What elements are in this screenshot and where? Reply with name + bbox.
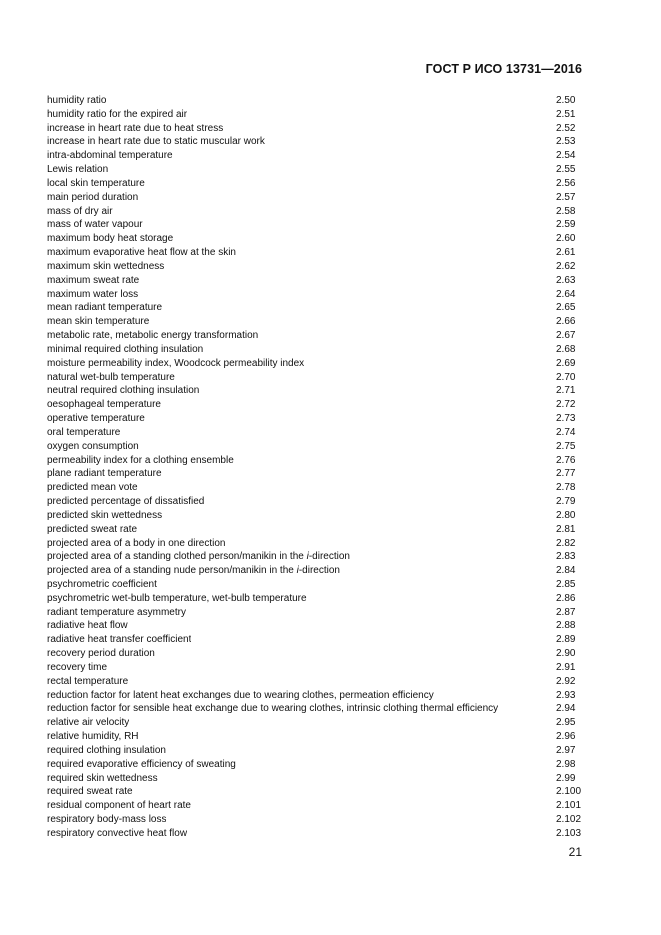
entry-term	[47, 564, 340, 578]
entry-number: 2.76	[556, 454, 576, 466]
entry-term: radiative heat flow	[47, 620, 128, 632]
entry-term	[47, 550, 350, 564]
entry-term-part: projected area of a standing clothed person/manikin in the	[47, 551, 307, 563]
entry-number: 2.72	[556, 399, 576, 411]
entry-number: 2.97	[556, 744, 576, 756]
entry-number: 2.51	[556, 108, 576, 120]
entry-number: 2.61	[556, 247, 576, 259]
entry-term: rectal temperature	[47, 675, 129, 687]
entry-number: 2.55	[556, 164, 576, 176]
entry-number: 2.78	[556, 482, 576, 494]
entry-term: increase in heart rate due to heat stress	[47, 122, 224, 134]
entry-term: main period duration	[47, 191, 139, 203]
entry-term: predicted mean vote	[47, 482, 138, 494]
entry-term: mean skin temperature	[47, 316, 150, 328]
index-entry	[47, 122, 584, 136]
index-entry	[47, 177, 584, 191]
entry-term: predicted sweat rate	[47, 523, 138, 535]
entry-term: increase in heart rate due to static muscular work	[47, 136, 265, 148]
entry-term: minimal required clothing insulation	[47, 343, 204, 355]
index-entry	[47, 260, 584, 274]
entry-number: 2.94	[556, 703, 576, 715]
entry-term: humidity ratio	[47, 95, 107, 106]
index-entry	[47, 827, 584, 841]
entry-number: 2.74	[556, 426, 576, 438]
entry-term: reduction factor for sensible heat exchange due to wearing clothes, intrinsic clothing thermal efficiency	[47, 703, 499, 715]
entry-number: 2.52	[556, 122, 576, 134]
entry-number: 2.90	[556, 648, 576, 660]
standard-designation: ГОСТ Р ИСО 13731—2016	[425, 62, 582, 76]
entry-term-italic: i	[306, 551, 309, 563]
entry-number: 2.65	[556, 302, 576, 314]
entry-term: respiratory convective heat flow	[47, 827, 188, 839]
entry-number: 2.98	[556, 758, 576, 770]
index-entry	[47, 108, 584, 122]
entry-term: mass of water vapour	[47, 219, 143, 231]
entry-term: relative air velocity	[47, 717, 130, 729]
entry-term: natural wet-bulb temperature	[47, 371, 175, 383]
entry-term: predicted percentage of dissatisfied	[47, 496, 205, 508]
entry-number: 2.79	[556, 496, 576, 508]
entry-term: psychrometric coefficient	[47, 578, 157, 590]
entry-number: 2.95	[556, 717, 576, 729]
index-entry	[47, 274, 584, 288]
index-entry	[47, 550, 584, 564]
entry-number: 2.84	[556, 565, 576, 577]
index-entry	[47, 675, 584, 689]
entry-number: 2.64	[556, 288, 576, 300]
entry-number: 2.101	[556, 800, 582, 812]
index-entry	[47, 606, 584, 620]
index-entry	[47, 481, 584, 495]
index-entry	[47, 357, 584, 371]
entry-number: 2.83	[556, 551, 576, 563]
entry-number: 2.88	[556, 620, 576, 632]
entry-term: recovery period duration	[47, 648, 155, 660]
entry-term: relative humidity, RH	[47, 731, 139, 743]
index-entry	[47, 689, 584, 703]
index-entry	[47, 813, 584, 827]
entry-term: recovery time	[47, 661, 108, 673]
entry-number: 2.92	[556, 675, 576, 687]
entry-number: 2.57	[556, 191, 576, 203]
entry-number: 2.70	[556, 371, 576, 383]
entry-term: maximum water loss	[47, 288, 139, 300]
term-index-list	[47, 94, 584, 841]
index-entry	[47, 163, 584, 177]
entry-number: 2.86	[556, 592, 576, 604]
index-entry	[47, 135, 584, 149]
entry-number: 2.102	[556, 814, 582, 826]
index-entry	[47, 495, 584, 509]
entry-number: 2.85	[556, 578, 576, 590]
entry-term: oesophageal temperature	[47, 399, 161, 411]
index-entry	[47, 619, 584, 633]
index-entry	[47, 329, 584, 343]
entry-number: 2.59	[556, 219, 576, 231]
entry-number: 2.77	[556, 468, 576, 480]
entry-number: 2.87	[556, 606, 576, 618]
entry-number: 2.80	[556, 509, 576, 521]
entry-number: 2.67	[556, 330, 576, 342]
index-entry	[47, 716, 584, 730]
index-entry	[47, 205, 584, 219]
entry-number: 2.82	[556, 537, 576, 549]
index-entry	[47, 772, 584, 786]
entry-term: oxygen consumption	[47, 440, 139, 452]
index-entry	[47, 232, 584, 246]
entry-term: residual component of heart rate	[47, 800, 191, 812]
entry-number: 2.60	[556, 233, 576, 245]
entry-term: radiative heat transfer coefficient	[47, 634, 192, 646]
index-entry	[47, 191, 584, 205]
entry-term: mass of dry air	[47, 205, 113, 217]
index-entry	[47, 315, 584, 329]
entry-term: reduction factor for latent heat exchanges due to wearing clothes, permeation efficiency	[47, 689, 434, 701]
index-entry	[47, 661, 584, 675]
entry-number: 2.58	[556, 205, 576, 217]
entry-term: mean radiant temperature	[47, 302, 163, 314]
page-number: 21	[568, 845, 582, 859]
entry-term: Lewis relation	[47, 164, 109, 176]
entry-term: respiratory body-mass loss	[47, 814, 167, 826]
entry-number: 2.81	[556, 523, 576, 535]
index-entry	[47, 564, 584, 578]
entry-term: plane radiant temperature	[47, 468, 162, 480]
index-entry	[47, 301, 584, 315]
entry-number: 2.69	[556, 357, 576, 369]
entry-term: oral temperature	[47, 426, 121, 438]
entry-number: 2.93	[556, 689, 576, 701]
entry-term: projected area of a body in one direction	[47, 537, 226, 549]
entry-term: metabolic rate, metabolic energy transformation	[47, 330, 259, 342]
entry-number: 2.100	[556, 786, 582, 798]
index-entry	[47, 384, 584, 398]
entry-term-part: -direction	[308, 551, 350, 563]
entry-number: 2.50	[556, 95, 576, 106]
entry-term: radiant temperature asymmetry	[47, 606, 186, 618]
index-entry	[47, 702, 584, 716]
entry-term: required clothing insulation	[47, 744, 166, 756]
index-entry	[47, 149, 584, 163]
entry-term: local skin temperature	[47, 177, 145, 189]
entry-number: 2.75	[556, 440, 576, 452]
index-entry	[47, 440, 584, 454]
entry-number: 2.89	[556, 634, 576, 646]
index-entry	[47, 412, 584, 426]
index-entry	[47, 94, 584, 108]
entry-number: 2.99	[556, 772, 576, 784]
index-entry	[47, 454, 584, 468]
entry-number: 2.56	[556, 177, 576, 189]
entry-term: permeability index for a clothing ensemble	[47, 454, 234, 466]
entry-term: operative temperature	[47, 413, 145, 425]
entry-term: required sweat rate	[47, 786, 133, 798]
entry-number: 2.96	[556, 731, 576, 743]
index-entry	[47, 647, 584, 661]
index-entry	[47, 633, 584, 647]
entry-term: humidity ratio for the expired air	[47, 108, 188, 120]
index-entry	[47, 467, 584, 481]
index-entry	[47, 799, 584, 813]
index-entry	[47, 730, 584, 744]
entry-term: maximum body heat storage	[47, 233, 174, 245]
entry-number: 2.63	[556, 274, 576, 286]
index-entry	[47, 426, 584, 440]
entry-term: moisture permeability index, Woodcock permeability index	[47, 357, 305, 369]
entry-term-part: -direction	[298, 565, 340, 577]
entry-number: 2.62	[556, 260, 576, 272]
entry-number: 2.68	[556, 343, 576, 355]
index-entry	[47, 785, 584, 799]
index-entry	[47, 398, 584, 412]
entry-number: 2.53	[556, 136, 576, 148]
entry-number: 2.103	[556, 827, 582, 839]
entry-term: maximum evaporative heat flow at the skin	[47, 247, 236, 259]
index-entry	[47, 592, 584, 606]
entry-term: psychrometric wet-bulb temperature, wet-bulb temperature	[47, 592, 307, 604]
index-entry	[47, 288, 584, 302]
index-entry	[47, 343, 584, 357]
entry-number: 2.91	[556, 661, 576, 673]
entry-number: 2.71	[556, 385, 576, 397]
index-entry	[47, 218, 584, 232]
entry-number: 2.66	[556, 316, 576, 328]
entry-number: 2.73	[556, 413, 576, 425]
entry-number: 2.54	[556, 150, 576, 162]
entry-term: predicted skin wettedness	[47, 509, 163, 521]
index-entry	[47, 537, 584, 551]
index-entry	[47, 509, 584, 523]
entry-term: required skin wettedness	[47, 772, 158, 784]
entry-term: intra-abdominal temperature	[47, 150, 173, 162]
entry-term: maximum sweat rate	[47, 274, 140, 286]
entry-term-italic: i	[296, 565, 299, 577]
index-entry	[47, 578, 584, 592]
index-entry	[47, 246, 584, 260]
index-entry	[47, 523, 584, 537]
entry-term: maximum skin wettedness	[47, 260, 165, 272]
index-entry	[47, 744, 584, 758]
entry-term-part: projected area of a standing nude person/manikin in the	[47, 565, 297, 577]
index-entry	[47, 371, 584, 385]
entry-term: required evaporative efficiency of sweating	[47, 758, 236, 770]
index-entry	[47, 758, 584, 772]
entry-term: neutral required clothing insulation	[47, 385, 200, 397]
